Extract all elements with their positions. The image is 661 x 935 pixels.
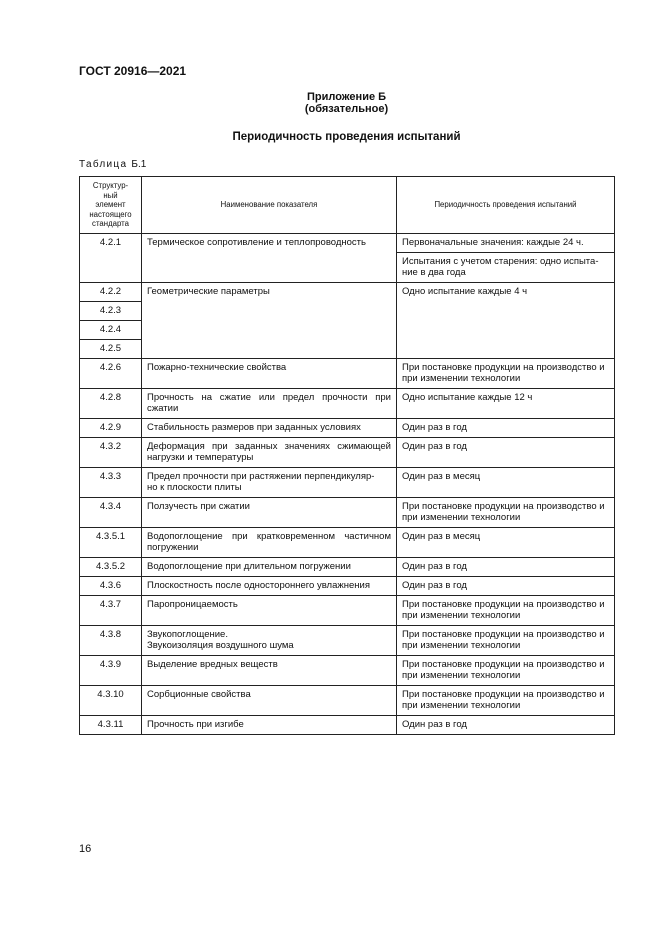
table-row xyxy=(80,558,615,577)
table-row xyxy=(80,419,615,438)
row-periodicity: Один раз в год xyxy=(397,558,615,577)
row-indicator: Прочность при изгибе xyxy=(142,716,397,735)
annex-title: Приложение Б xyxy=(306,91,387,103)
row-periodicity: Один раз в месяц xyxy=(397,528,615,558)
row-code: 4.3.3 xyxy=(80,468,142,498)
table-row xyxy=(80,686,615,716)
row-indicator: Термическое сопротивление и теплопроводность xyxy=(142,234,397,283)
row-periodicity: Один раз в год xyxy=(397,577,615,596)
table-row xyxy=(80,498,615,528)
row-indicator: Деформация при заданных значениях сжимающей нагрузки и температуры xyxy=(142,438,397,468)
row-periodicity: Один раз в год xyxy=(397,419,615,438)
row-periodicity: При постановке продукции на производство и при изменении технологии xyxy=(397,596,615,626)
table-row xyxy=(80,596,615,626)
row-periodicity: При постановке продукции на производство и при изменении технологии xyxy=(397,626,615,656)
column-header-structural-element: Структур- ный элемент настоящего стандарта xyxy=(80,177,142,234)
row-periodicity: Один раз в год xyxy=(397,438,615,468)
table-row xyxy=(80,716,615,735)
table-row xyxy=(80,656,615,686)
annex-status: (обязательное) xyxy=(304,103,389,115)
row-indicator: Плоскостность после одностороннего увлажнения xyxy=(142,577,397,596)
row-code: 4.3.11 xyxy=(80,716,142,735)
table-row xyxy=(80,528,615,558)
row-indicator: Прочность на сжатие или предел прочности при сжатии xyxy=(142,389,397,419)
row-indicator: Геометрические параметры xyxy=(142,283,397,359)
row-indicator: Выделение вредных веществ xyxy=(142,656,397,686)
row-code: 4.2.1 xyxy=(80,234,142,283)
row-periodicity: Одно испытание каждые 4 ч xyxy=(397,283,615,359)
table-row xyxy=(80,626,615,656)
row-code: 4.3.5.1 xyxy=(80,528,142,558)
row-code: 4.3.2 xyxy=(80,438,142,468)
row-code: 4.3.5.2 xyxy=(80,558,142,577)
row-periodicity: Испытания с учетом старения: одно испыта- ние в два года xyxy=(397,253,615,283)
row-code: 4.2.8 xyxy=(80,389,142,419)
row-periodicity: При постановке продукции на производство и при изменении технологии xyxy=(397,498,615,528)
row-periodicity: Один раз в год xyxy=(397,716,615,735)
row-indicator: Паропроницаемость xyxy=(142,596,397,626)
row-code: 4.3.10 xyxy=(80,686,142,716)
row-code: 4.2.6 xyxy=(80,359,142,389)
row-indicator: Пожарно-технические свойства xyxy=(142,359,397,389)
row-periodicity: При постановке продукции на производство и при изменении технологии xyxy=(397,359,615,389)
row-code: 4.3.9 xyxy=(80,656,142,686)
row-indicator: Ползучесть при сжатии xyxy=(142,498,397,528)
row-periodicity: При постановке продукции на производство и при изменении технологии xyxy=(397,656,615,686)
column-header-indicator-name: Наименование показателя xyxy=(142,177,397,234)
table-row xyxy=(80,438,615,468)
row-code: 4.3.4 xyxy=(80,498,142,528)
table-caption-label: Таблица xyxy=(79,159,128,170)
section-title: Периодичность проведения испытаний xyxy=(232,131,461,143)
page-number: 16 xyxy=(79,843,92,855)
row-code: 4.2.3 xyxy=(80,302,142,321)
row-code: 4.2.2 xyxy=(80,283,142,302)
row-code: 4.2.9 xyxy=(80,419,142,438)
row-indicator: Стабильность размеров при заданных условиях xyxy=(142,419,397,438)
row-indicator: Водопоглощение при кратковременном частичном погружении xyxy=(142,528,397,558)
row-periodicity: При постановке продукции на производство и при изменении технологии xyxy=(397,686,615,716)
periodicity-table xyxy=(79,176,615,735)
row-periodicity: Одно испытание каждые 12 ч xyxy=(397,389,615,419)
table-header-row xyxy=(80,177,615,234)
row-code: 4.2.4 xyxy=(80,321,142,340)
table-row xyxy=(80,234,615,253)
table-row xyxy=(80,389,615,419)
row-code: 4.3.8 xyxy=(80,626,142,656)
row-periodicity: Один раз в месяц xyxy=(397,468,615,498)
table-caption-number: Б.1 xyxy=(131,159,147,170)
annex-heading xyxy=(79,91,614,115)
row-indicator: Водопоглощение при длительном погружении xyxy=(142,558,397,577)
document-code: ГОСТ 20916—2021 xyxy=(79,64,187,78)
row-code: 4.2.5 xyxy=(80,340,142,359)
table-row xyxy=(80,468,615,498)
row-code: 4.3.7 xyxy=(80,596,142,626)
table-row xyxy=(80,359,615,389)
row-periodicity: Первоначальные значения: каждые 24 ч. xyxy=(397,234,615,253)
table-row xyxy=(80,283,615,302)
row-indicator: Звукопоглощение. Звукоизоляция воздушного шума xyxy=(142,626,397,656)
column-header-test-periodicity: Периодичность проведения испытаний xyxy=(397,177,615,234)
row-indicator: Предел прочности при растяжении перпендикуляр- но к плоскости плиты xyxy=(142,468,397,498)
row-indicator: Сорбционные свойства xyxy=(142,686,397,716)
row-code: 4.3.6 xyxy=(80,577,142,596)
table-row xyxy=(80,577,615,596)
table-caption xyxy=(79,159,146,170)
